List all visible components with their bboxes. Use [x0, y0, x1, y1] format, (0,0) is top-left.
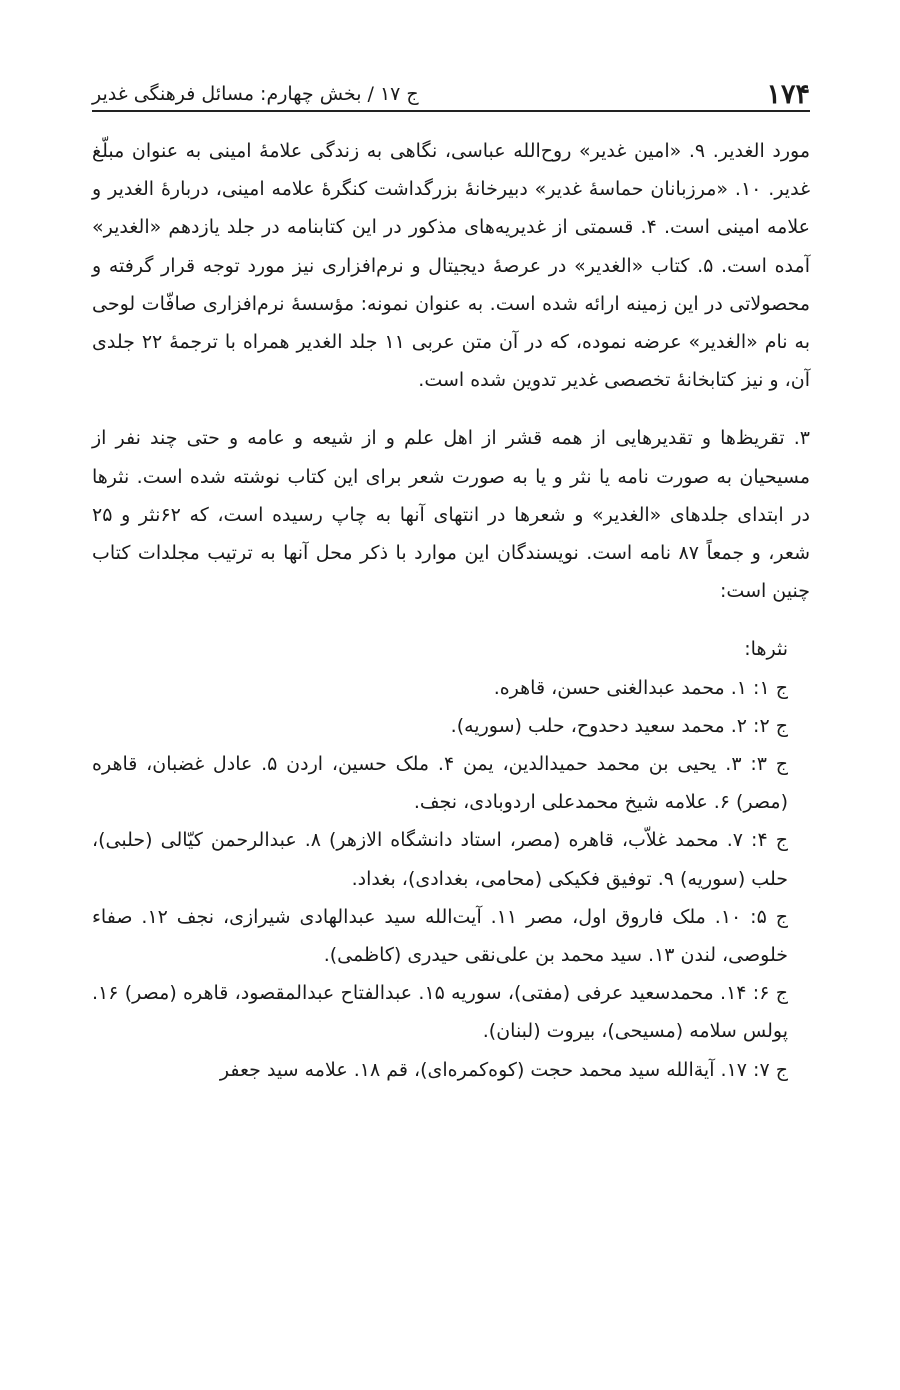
page-number: ۱۷۴	[766, 79, 810, 110]
list-entry: ج ۷: ۱۷. آیةالله سید محمد حجت (کوه‌کمره‌ای)، قم ۱۸. علامه سید جعفر	[219, 1058, 788, 1081]
page-header	[92, 60, 810, 112]
running-head: ج ۱۷ / بخش چهارم: مسائل فرهنگی غدیر	[92, 83, 419, 105]
paragraph-gap	[92, 610, 810, 630]
list-entry: ج ۵: ۱۰. ملک فاروق اول، مصر ۱۱. آیت‌الله سید عبدالهادی شیرازی، نجف ۱۲. صفاء خلوصی، لندن ۱۳. سید محمد بن علی‌نقی حیدری (کاظمی).	[92, 905, 789, 967]
list-entry: ج ۳: ۳. یحیی بن محمد حمیدالدین، یمن ۴. ملک حسین، اردن ۵. عادل غضبان، قاهره (مصر) ۶. علامه شیخ محمدعلی اردوبادی، نجف.	[92, 753, 789, 814]
book-page	[92, 60, 810, 1089]
paragraph: ۳. تقریظ‌ها و تقدیرهایی از همه قشر از اهل علم و از شیعه و عامه و حتی چند نفر از مسیحیان به صورت نامه یا نثر و یا به صورت شعر برای این کتاب نوشته شده است. نثرها در ابتدای جلدهای «الغدیر» و شعرها در انتهای آنها به چاپ رسیده است، که ۶۲نثر و ۲۵ شعر، و جمعاً ۸۷ نامه است. نویسندگان این موارد با ذکر محل آنها به ترتیب مجلدات کتاب چنین است:	[92, 427, 810, 603]
list-entry: ج ۱: ۱. محمد عبدالغنی حسن، قاهره.	[493, 676, 788, 699]
paragraph: مورد الغدیر. ۹. «امین غدیر» روح‌الله عباسی، نگاهی به زندگی علامهٔ امینی به عنوان مبلّغ غدیر. ۱۰. «مرزبانان حماسهٔ غدیر» دبیرخانهٔ بزرگداشت کنگرهٔ علامه امینی، دربارهٔ الغدیر و علامه امینی است. ۴. قسمتی از غدیریه‌های مذکور در این کتابنامه در جلد یازدهم «الغدیر» آمده است. ۵. کتاب «الغدیر» در عرصهٔ دیجیتال و نرم‌افزاری نیز مورد توجه قرار گرفته و محصولاتی در این زمینه ارائه شده است. به عنوان نمونه: مؤسسهٔ نرم‌افزاری صافّات لوحی به نام «الغدیر» عرضه نموده، که در آن متن عربی ۱۱ جلد الغدیر همراه با ترجمهٔ ۲۲ جلدی آن، و نیز کتابخانهٔ تخصصی غدیر تدوین شده است.	[92, 140, 811, 392]
paragraph-gap	[92, 399, 810, 419]
list-entry: ج ۲: ۲. محمد سعید دحدوح، حلب (سوریه).	[450, 714, 788, 737]
list-entry: ج ۶: ۱۴. محمدسعید عرفی (مفتی)، سوریه ۱۵. عبدالفتاح عبدالمقصود، قاهره (مصر) ۱۶. پولس سلامه (مسیحی)، بیروت (لبنان).	[92, 982, 788, 1043]
page-body	[92, 132, 810, 1089]
list-heading: نثرها:	[744, 638, 788, 661]
list-entry: ج ۴: ۷. محمد غلاّب، قاهره (مصر، استاد دانشگاه الازهر) ۸. عبدالرحمن کیّالی (حلبی)، حلب (سوریه) ۹. توفیق فکیکی (محامی، بغدادی)، بغداد.	[92, 829, 788, 890]
